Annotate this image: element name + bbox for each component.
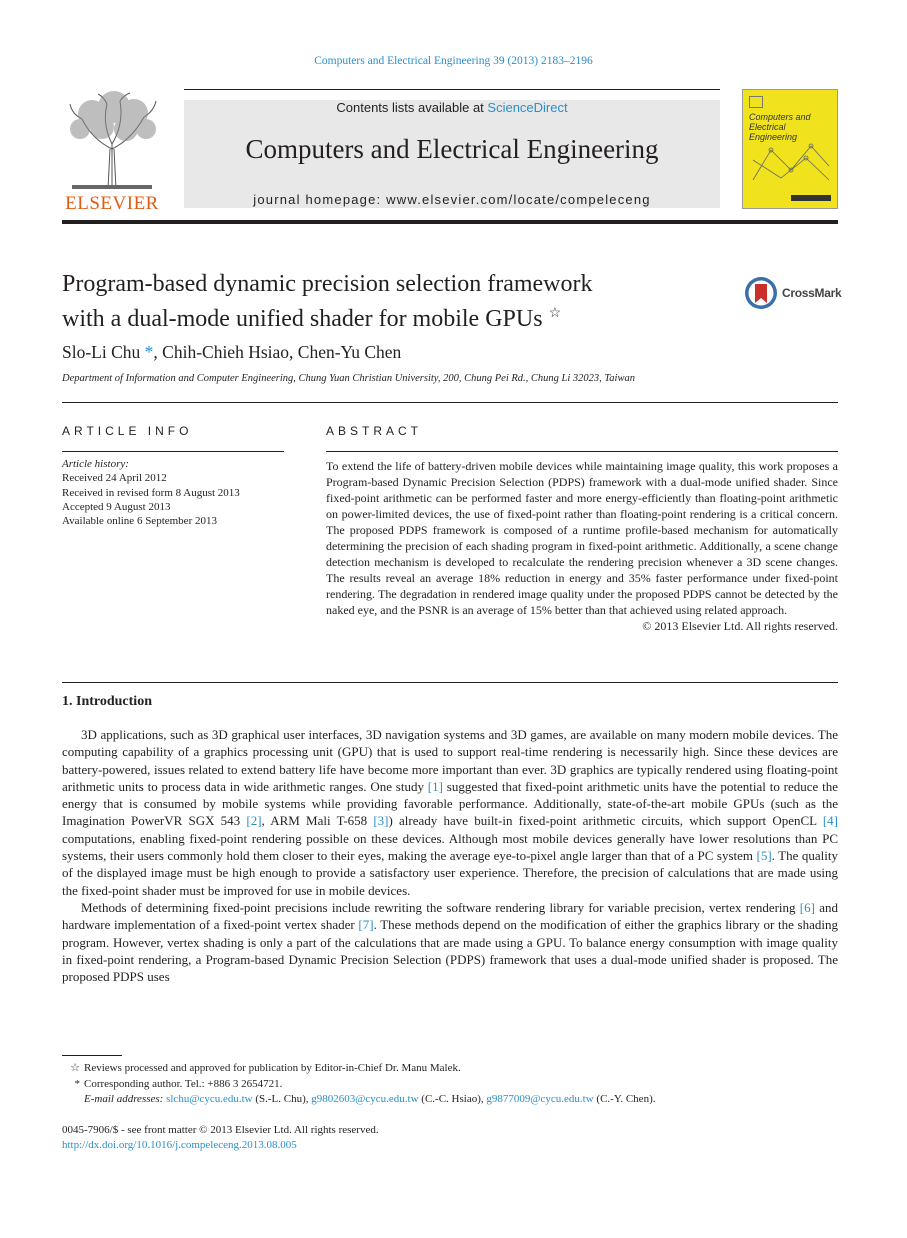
email-link-chu[interactable]: slchu@cycu.edu.tw	[166, 1093, 253, 1105]
history-label: Article history:	[62, 458, 129, 470]
divider	[62, 682, 838, 683]
page-footer	[62, 1123, 379, 1153]
doi-link[interactable]: http://dx.doi.org/10.1016/j.compeleceng.2013.08.005	[62, 1139, 297, 1151]
intro-paragraph-1: 3D applications, such as 3D graphical user interfaces, 3D navigation systems and 3D games, are available on many modern mobile devices. The computing capability of a graphics processing unit (GPU) that is used to support real-time rendering is necessarily high. Since these devices are battery-powered, issues related to extend battery life have become more important than ever. 3D graphics are typically rendered using floating-point arithmetic units to process data in wide arithmetic ranges. One study [1] suggested that fixed-point arithmetic units have the potential to reduce the energy that is consumed by mobile systems while providing favorable performance. Additionally, state-of-the-art mobile GPUs (such as the Imagination PowerVR SGX 543 [2], ARM Mali T-658 [3]) already have built-in fixed-point arithmetic circuits, which support OpenCL [4] computations, enabling fixed-point rendering possible on these devices. Although most mobile devices generally have lower resolutions than PC systems, their users commonly hold them closer to their eyes, making the average eye-to-pixel angle larger than that of a PC system [5]. The quality of the displayed image must be high enough to provide a satisfactory user experience. Therefore, the precision of calculations that are made using the fixed-point shader must be improved for use in mobile devices.	[62, 727, 839, 898]
history-received: Received 24 April 2012	[62, 472, 167, 485]
citation-6[interactable]: [6]	[799, 899, 815, 915]
abstract-copyright: © 2013 Elsevier Ltd. All rights reserved.	[642, 619, 838, 633]
history-online: Available online 6 September 2013	[62, 515, 217, 528]
sciencedirect-link[interactable]: ScienceDirect	[487, 100, 568, 115]
cover-top-mark	[749, 96, 763, 108]
masthead-divider	[62, 220, 838, 224]
footnote-rule	[62, 1055, 122, 1056]
article-title-line2: with a dual-mode unified shader for mobile GPUs	[62, 306, 543, 332]
journal-reference-link[interactable]: Computers and Electrical Engineering 39 (2013) 2183–2196	[314, 55, 593, 67]
citation-2[interactable]: [2]	[246, 813, 262, 829]
email-label: E-mail addresses:	[84, 1093, 167, 1105]
crossmark-badge[interactable]	[744, 276, 844, 312]
article-title	[62, 270, 722, 334]
history-accepted: Accepted 9 August 2013	[62, 500, 171, 513]
contents-prefix: Contents lists available at	[336, 100, 488, 115]
cover-title: Computers and Electrical Engineering	[749, 112, 811, 142]
crossmark-icon	[744, 276, 778, 310]
article-title-line1: Program-based dynamic precision selection framework	[62, 271, 593, 297]
article-info-rule	[62, 451, 284, 452]
citation-1[interactable]: [1]	[427, 778, 443, 794]
citation-7[interactable]: [7]	[358, 917, 374, 933]
history-revised: Received in revised form 8 August 2013	[62, 486, 240, 499]
citation-3[interactable]: [3]	[373, 813, 389, 829]
author-list	[62, 342, 401, 363]
footnote-corresponding: * Corresponding author. Tel.: +886 3 2654721.	[74, 1077, 283, 1090]
header-top-rule	[184, 89, 720, 90]
journal-cover-image	[742, 89, 838, 209]
contents-line	[184, 100, 720, 115]
abstract-rule	[326, 451, 838, 452]
section-heading-introduction: 1. Introduction	[62, 694, 152, 709]
elsevier-tree-logo	[62, 89, 162, 209]
cover-bottom-bar	[791, 195, 831, 201]
intro-paragraph-2: Methods of determining fixed-point precisions include rewriting the software rendering library for variable precision, vertex rendering [6] and hardware implementation of a fixed-point vertex shader [7]. These methods depend on the modification of either the graphics library or the shading program. However, vertex shading is only a part of the calculations that are made using a GPU. To balance energy consumption with image quality in fixed-point rendering, a Program-based Dynamic Precision Selection (PDPS) framework that uses a dual-mode unified shader is proposed. The proposed PDPS uses	[62, 899, 838, 985]
article-history	[62, 457, 292, 528]
email-link-hsiao[interactable]: g9802603@cycu.edu.tw	[311, 1093, 419, 1105]
title-footnote-star[interactable]: ☆	[548, 306, 562, 321]
authors-rest: , Chih-Chieh Hsiao, Chen-Yu Chen	[153, 342, 402, 362]
journal-header-box	[184, 100, 720, 208]
affiliation: Department of Information and Computer Engineering, Chung Yuan Christian University, 200, Chung Pei Rd., Chung Li 32023, Taiwan	[62, 373, 635, 384]
footnote-emails: E-mail addresses: slchu@cycu.edu.tw (S.-L. Chu), g9802603@cycu.edu.tw (C.-C. Hsiao), g9877009@cycu.edu.tw (C.-Y. Chen).	[84, 1093, 656, 1105]
journal-homepage[interactable]: journal homepage: www.elsevier.com/locate/compeleceng	[253, 192, 651, 207]
citation-5[interactable]: [5]	[756, 848, 772, 864]
journal-title: Computers and Electrical Engineering	[245, 134, 659, 164]
article-info-heading: ARTICLE INFO	[62, 424, 193, 438]
elsevier-wordmark: ELSEVIER	[65, 193, 159, 214]
journal-masthead	[62, 89, 838, 217]
issn-line: 0045-7906/$ - see front matter © 2013 Elsevier Ltd. All rights reserved.	[62, 1124, 379, 1136]
footnote-review: ☆ Reviews processed and approved for publication by Editor-in-Chief Dr. Manu Malek.	[70, 1062, 461, 1074]
email-link-chen[interactable]: g9877009@cycu.edu.tw	[486, 1093, 594, 1105]
abstract-heading: ABSTRACT	[326, 424, 423, 438]
author-1: Slo-Li Chu	[62, 342, 141, 362]
introduction-body	[62, 726, 838, 985]
abstract-body	[326, 458, 838, 634]
crossmark-label: CrossMark	[782, 286, 842, 300]
abstract-text: To extend the life of battery-driven mobile devices while maintaining image quality, this work proposes a Program-based Dynamic Precision Selection (PDPS) framework with a dual-mode unified shader. Since fixed-point arithmetic can be performed faster and more energy-efficiently than floating-point arithmetic on power-limited devices, the use of fixed-point rather than floating-point rendering is a critical concern. The proposed PDPS framework is composed of a runtime profile-based mechanism for automatically determining the precision of each shading program in fixed-point arithmetic. Additionally, a scene change detection mechanism is developed to recalculate the rendering precision whenever a 3D scene changes. The results reveal an average 18% reduction in energy and 35% faster performance under fixed-point rendering. The degradation in rendered image quality under the proposed PDPS cannot be detected by the naked eye, and the PSNR is an average of 15% better than that achieved using related approach.	[326, 459, 838, 617]
footnotes	[62, 1061, 838, 1108]
divider	[62, 402, 838, 403]
corresponding-author-mark[interactable]: *	[140, 342, 154, 362]
cover-circuit-graphic	[751, 140, 831, 185]
citation-4[interactable]: [4]	[822, 813, 839, 829]
